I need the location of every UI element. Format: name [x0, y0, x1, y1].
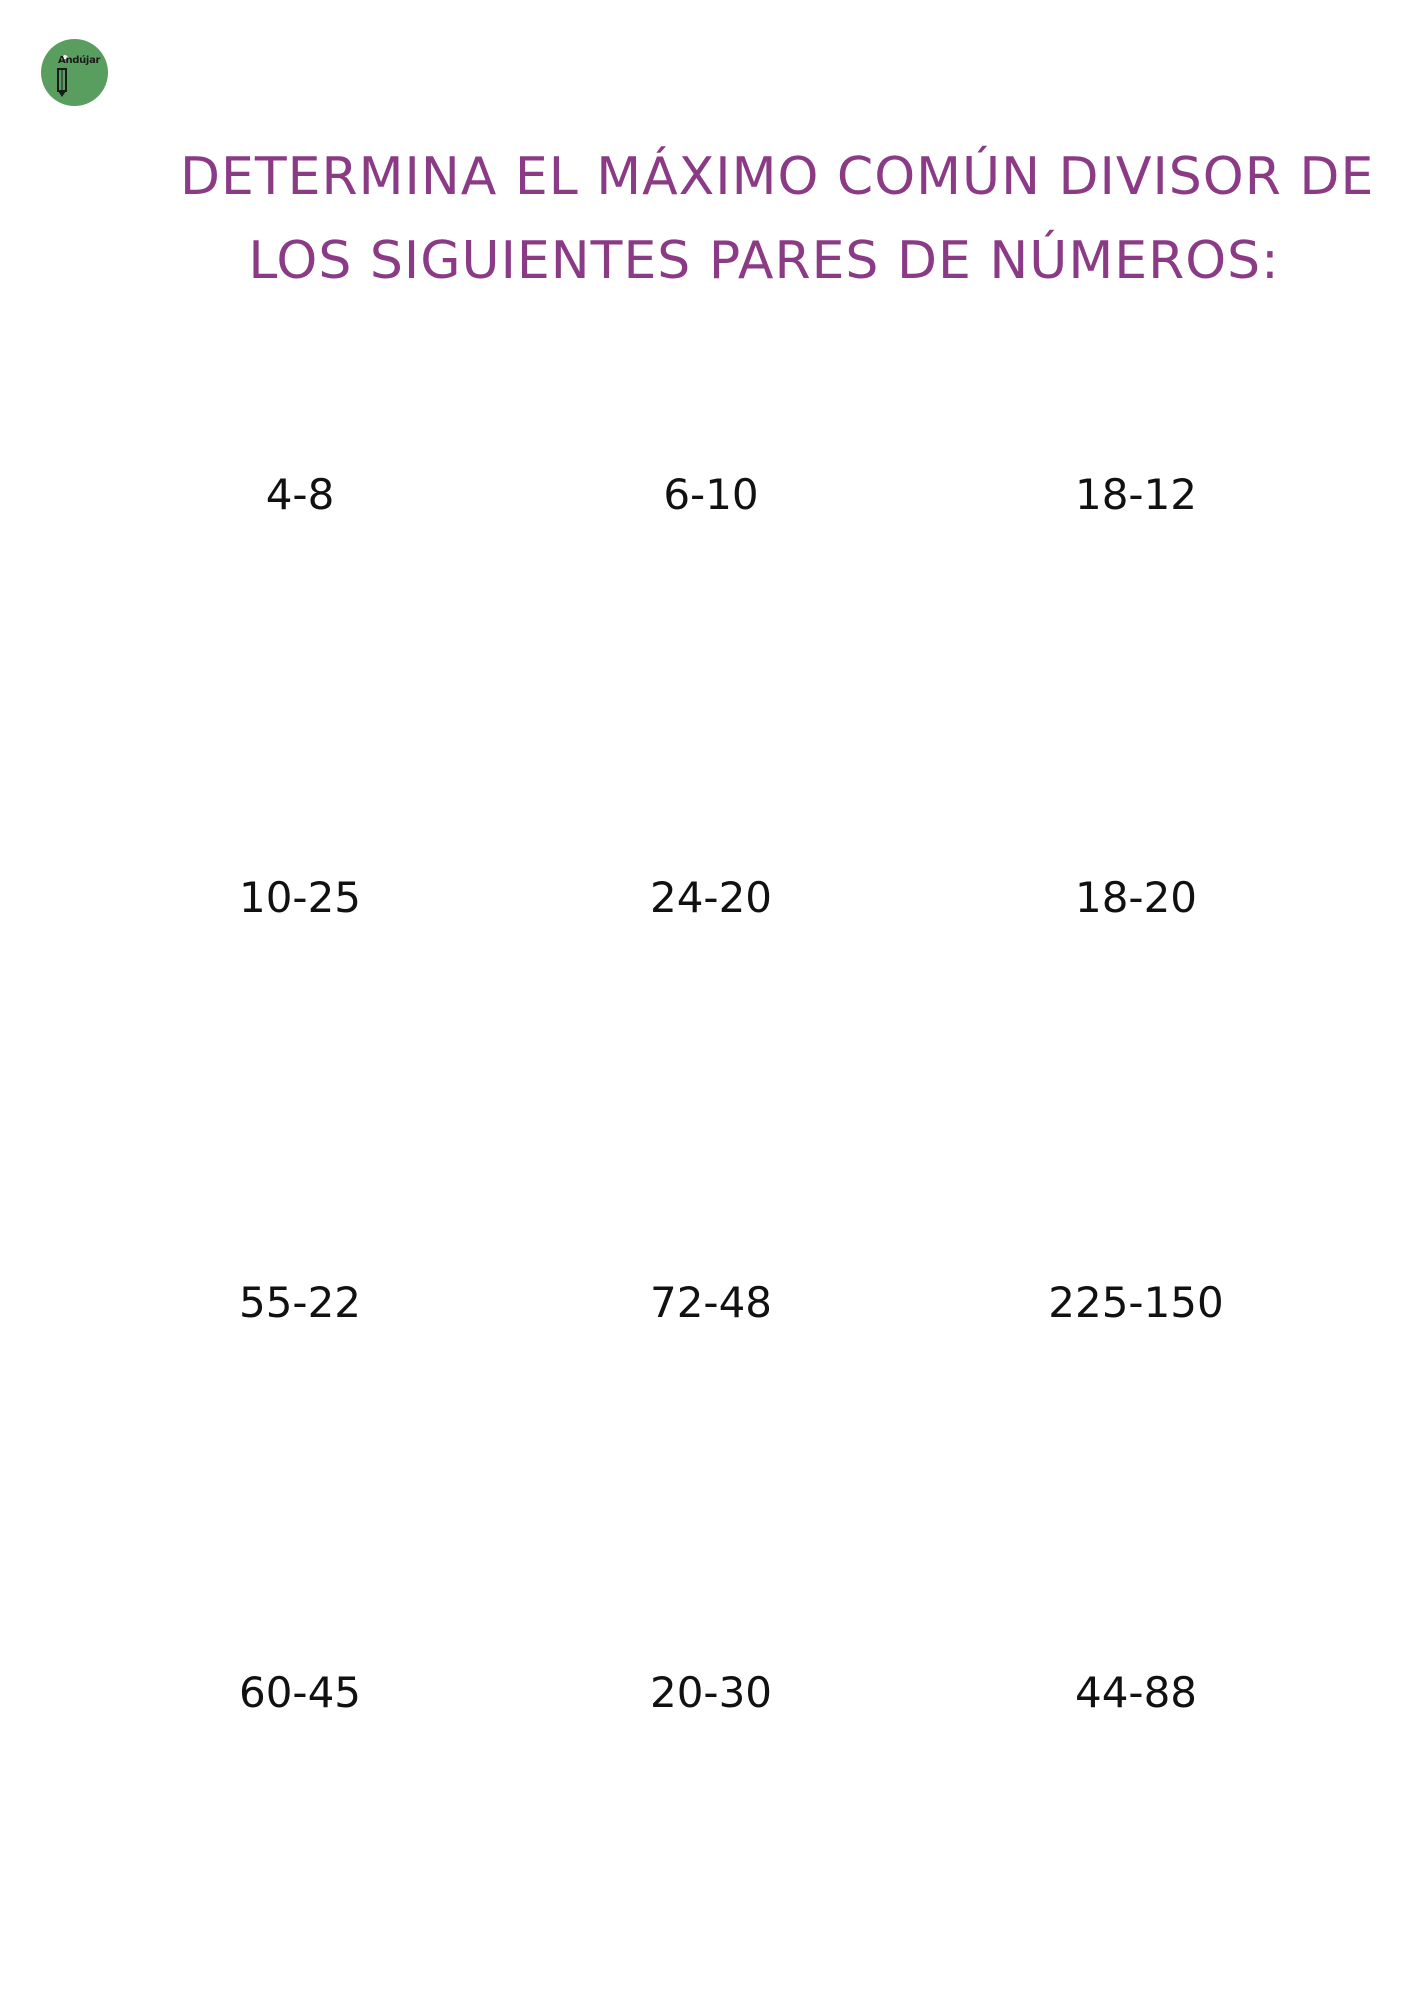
number-pair: 24-20 [649, 873, 773, 922]
logo-text: Andújar [58, 55, 101, 66]
pencil-icon [41, 39, 108, 106]
number-pair: 6-10 [663, 470, 759, 519]
school-logo [41, 39, 108, 106]
title-line-1: DETERMINA EL MÁXIMO COMÚN DIVISOR DE [180, 146, 1375, 207]
number-pair: 72-48 [649, 1278, 773, 1327]
number-pair: 4-8 [265, 470, 335, 519]
number-pair: 225-150 [1048, 1278, 1224, 1327]
page-title [180, 135, 1375, 303]
number-pair: 18-20 [1074, 873, 1198, 922]
number-pair: 55-22 [238, 1278, 362, 1327]
number-pair: 44-88 [1074, 1668, 1198, 1717]
title-line-2: LOS SIGUIENTES PARES DE NÚMEROS: [248, 230, 1280, 291]
number-pair: 20-30 [649, 1668, 773, 1717]
number-pair: 18-12 [1074, 470, 1198, 519]
number-pair: 10-25 [238, 873, 362, 922]
number-pair: 60-45 [238, 1668, 362, 1717]
